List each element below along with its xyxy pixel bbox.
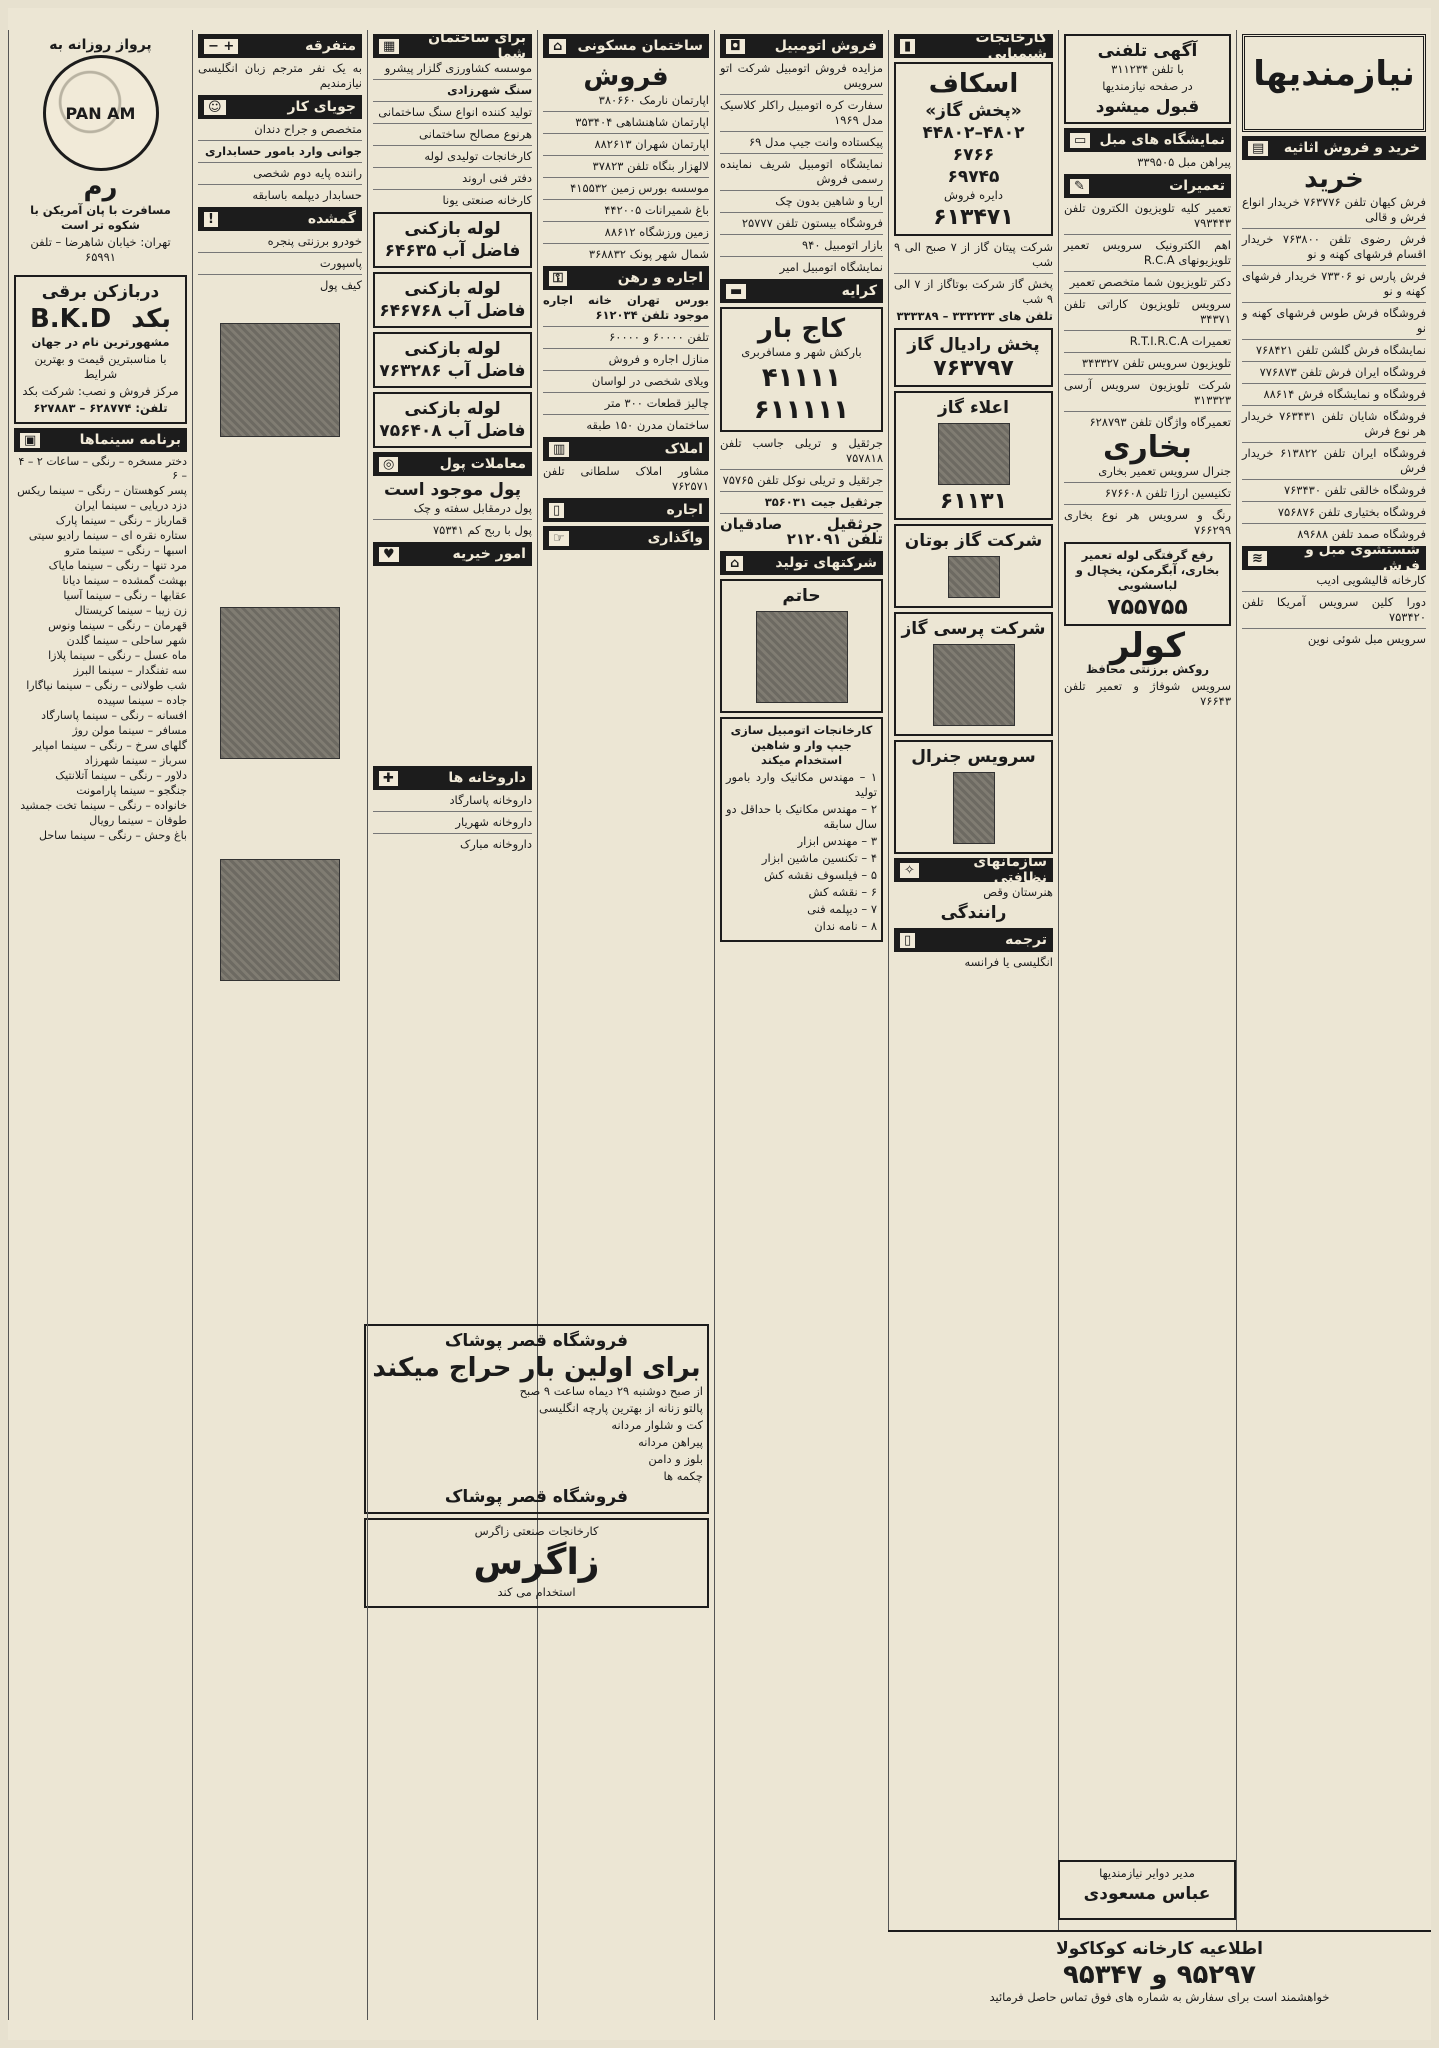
classified-ad: به یک نفر مترجم زبان انگلیسی نیازمندیم [198,61,362,90]
section-title: اجاره [666,502,703,518]
section-title: تعمیرات [1169,178,1225,194]
boutane-ad [894,524,1053,608]
page-title: نیازمندیها [1253,54,1415,94]
classified-ad: ویلای شخصی در لواسان [591,374,709,388]
section-pharmacy [373,766,532,790]
brand-logo-en: B.K.D [29,304,112,334]
buy-heading: خرید [1304,164,1364,194]
ad-text: دایره فروش [944,188,1003,202]
section-rent [543,498,709,522]
cinema-listing: بهشت گمشده – سینما دیانا [62,574,187,587]
classified-ad: بازار اتومبیل ۹۴۰ [802,238,883,252]
section-title: نمایشگاه های مبل [1099,132,1225,148]
brand-sub: «پخش گاز» [925,101,1022,121]
classified-ad: مزایده فروش اتومبیل شرکت اتو سرویس [720,61,883,90]
classified-ad: تلویزیون سرویس تلفن ۳۴۳۳۲۷ [1081,356,1231,370]
brand-name: اسکاف [928,69,1019,99]
section-translation [894,928,1053,952]
person-icon: ☺ [204,100,226,115]
car-icon: ◘ [726,39,745,54]
destination: رم [83,172,118,202]
section-realty [543,437,709,461]
job-item: ۸ – نامه ندان [814,919,877,933]
plumbing-ad [373,332,532,388]
cinema-listing: قهرمان – رنگی – سینما ونوس [48,619,187,632]
newspaper-page [8,8,1431,2040]
classified-ad: تلفن های ۳۳۳۲۳۳ – ۳۳۳۳۸۹ [896,309,1053,323]
column-gas [888,30,1058,2020]
parsi-gas-ad [894,612,1053,736]
section-chemicals [894,30,1053,62]
ad-phone: ۶۱۱۱۱۱ [753,395,850,425]
ad-title: کارخانجات اتومبیل سازی جیپ وار و شاهین استخدام میکند [730,723,873,767]
job-item: ۴ – تکنسین ماشین ابزار [761,851,877,865]
missing-person-photo [220,323,340,437]
ad-title: سرویس جنرال [911,747,1036,767]
classified-ad: فروشگاه فرش طوس فرشهای کهنه و نو [1242,306,1426,335]
sale-item: کت و شلوار مردانه [611,1418,703,1432]
cinema-listing: جنگجو – سینما پارامونت [76,784,187,797]
missing-person-photo [220,859,340,981]
section-title: گمشده [307,211,356,227]
classified-ad: پخش گاز شرکت بوتاگاز از ۷ الی ۹ شب [894,277,1053,306]
classified-ad: داروخانه مبارک [459,837,532,851]
building-icon: ▥ [549,442,569,457]
classified-ad: متخصص و جراح دندان [254,122,362,136]
section-transfer [543,526,709,550]
zagros-logo: زاگرس [473,1542,600,1583]
classified-ad: تعمیرات R.T.I.R.C.A [1129,334,1231,348]
job-item: ۵ – فیلسوف نقشه کش [763,868,877,882]
classified-ad: تعمیرگاه واژگان تلفن ۶۲۸۷۹۳ [1089,415,1231,429]
bottle-icon: ▮ [900,39,915,54]
classified-ad: لالهزار بنگاه تلفن ۳۷۸۲۳ [592,159,709,173]
driving-heading: رانندگی [940,903,1007,923]
pharmacy-icon: ✚ [379,771,398,786]
bkd-ad [14,275,187,424]
classified-ad: نمایشگاه فرش گلشن تلفن ۷۶۸۴۲۱ [1255,343,1426,357]
fridge-ad [1064,542,1231,626]
classified-ad: فروشگاه بیستون تلفن ۲۵۷۷۷ [741,216,883,230]
hatam-ad [720,579,883,713]
manager-title: مدیر دوایر نیازمندیها [1099,1866,1195,1880]
notice-title: اطلاعیه کارخانه کوکاکولا [1056,1939,1263,1959]
cooler-heading: کولر [1109,626,1185,666]
classified-ad: جرثقیل و تریلی جاسب تلفن ۷۵۷۸۱۸ [720,436,883,465]
notice-text: خواهشمند است برای سفارش به شماره های فوق تماس حاصل فرمائید [989,1990,1330,2004]
classified-ad: اپارتمان نارمک ۳۸۰۶۶۰ [598,93,709,107]
cinema-listing: دلاور – رنگی – سینما آتلانتیک [55,769,187,782]
cinema-listing: شهر ساحلی – سینما گلدن [66,634,187,647]
exclamation-icon: ! [204,212,218,227]
classified-ad: شرکت تلویزیون سرویس آرسی ۳۱۳۳۲۳ [1064,378,1231,407]
section-cleaning [894,854,1053,886]
ad-title: پرواز روزانه به [49,37,152,53]
ad-title: لوله بازکنی فاضل آب ۶۴۶۷۶۸ [379,279,526,321]
manager-box [1058,1860,1236,1920]
classified-ad: تولید کننده انواع سنگ ساختمانی [378,105,532,119]
cinema-listing: افسانه – رنگی – سینما پاسارگاد [41,709,187,722]
coin-icon: ◎ [379,457,398,472]
classified-ad: فروشگاه ایران تلفن ۶۱۳۸۲۲ خریدار فرش [1242,446,1426,475]
cinema-listing: قمارباز – رنگی – سینما پارک [55,514,187,527]
ad-text: مسافرت با پان آمریکن با شکوه تر است [30,203,171,232]
ad-footer: فروشگاه قصر پوشاک [444,1487,629,1507]
money-heading: پول موجود است [384,480,521,500]
classified-ad: فروشگاه و نمایشگاه فرش ۸۸۶۱۴ [1263,387,1426,401]
classified-ad: دفتر فنی اروند [462,171,532,185]
classified-ad: فروشگاه شایان تلفن ۷۶۳۴۳۱ خریدار هر نوع فرش [1242,409,1426,438]
plus-minus-icon: + − [204,39,238,54]
cinema-listing: شب طولانی – رنگی – سینما نیاگارا [26,679,187,692]
classified-ad: بورس تهران خانه اجاره موجود تلفن ۶۱۲۰۳۴ [543,293,709,322]
sale-heading: فروش [583,62,669,92]
classified-ad: تکنیسین ارزا تلفن ۶۷۶۶۰۸ [1104,486,1231,500]
cinema-listing: دختر مسخره – رنگی – ساعات ۲ – ۴ – ۶ [18,455,187,482]
section-lease [543,266,709,290]
sale-item: بلوز و دامن [648,1452,703,1466]
section-title: برای ساختمان شما [428,30,526,62]
ad-phone: ۶۱۳۴۷۱ [933,205,1014,230]
job-item: ۱ – مهندس مکانیک وارد بامور تولید [726,770,877,799]
classified-ad: مشاور املاک سلطانی تلفن ۷۶۲۵۷۱ [543,464,709,493]
section-buy-sell [1242,136,1426,160]
section-repairs [1064,174,1231,198]
ad-phone: ۷۵۵۷۵۵ [1107,595,1188,620]
classified-ad: اریا و شاهین بدون چک [775,194,883,208]
section-title: کارخانجات شیمیایی [975,30,1047,62]
section-furniture [1064,128,1231,152]
classified-ad: موسسه کشاورزی گلزار پیشرو [384,61,532,75]
section-money [373,452,532,476]
classified-ad: پول با ربح کم ۷۵۳۴۱ [432,523,532,537]
column-furniture-tv [1058,30,1236,2020]
rooster-illustration [756,611,848,703]
cinema-listing: دزد دریایی – سینما ایران [74,499,187,512]
ad-text: رفع گرفتگی لوله تعمیر بخاری، آبگرمکن، یخچال و لباسشویی [1075,548,1220,592]
wash-icon: ≋ [1248,551,1267,566]
classified-ad: منازل اجاره و فروش [608,352,709,366]
section-job-seekers [198,95,362,119]
classified-ad: فرش پارس نو ۷۳۳۰۶ خریدار فرشهای کهنه و نو [1242,269,1426,298]
job-item: ۲ – مهندس مکانیک با حداقل دو سال سابقه [726,802,877,831]
classified-ad: چالیز قطعات ۳۰۰ متر [604,396,709,410]
column-classifieds-rugs [1236,30,1431,2020]
truck-icon: ▬ [726,284,746,299]
coca-cola-notice [888,1930,1431,2040]
brand-text: PAN AM [65,103,136,123]
classified-ad: شرکت پیتان گاز از ۷ صبح الی ۹ شب [894,240,1053,269]
classified-ad: جرثقیل صادقیان تلفن ۲۱۲۰۹۱ [720,515,883,548]
classified-ad: جوانی وارد بامور حسابداری [205,144,362,158]
classified-ad: سرویس تلویزیون کاراتی تلفن ۳۴۳۷۱ [1064,297,1231,326]
phone-ad-box [1064,34,1231,124]
classified-ad: فروشگاه صمد تلفن ۸۹۶۸۸ [1297,527,1426,541]
askaf-ad [894,62,1053,236]
classified-ad: پیراهن مبل ۳۳۹۵۰۵ [1137,155,1231,169]
ad-phone: ۶۹۷۴۵ [947,167,1000,187]
cylinder-illustration [953,772,995,844]
classified-ad: کیف پول [319,278,362,292]
classified-ad: نمایشگاه اتومبیل شریف نماینده رسمی فروش [720,157,883,186]
cinema-listing: زن زیبا – سینما کریستال [74,604,187,617]
classified-ad: کارخانه قالیشویی ادیب [1316,573,1426,587]
plumbing-ad [373,272,532,328]
section-title: شستشوی مبل و فرش [1305,542,1420,574]
classified-ad: داروخانه پاسارگاد [449,793,532,807]
sale-item: پیراهن مردانه [638,1435,703,1449]
classified-ad: فرش رضوی تلفن ۷۶۳۸۰۰ خریدار اقسام فرشهای کهنه و نو [1242,232,1426,261]
section-rental [720,279,883,303]
box-line: با تلفن ۳۱۱۲۳۴ [1111,62,1184,76]
classified-ad: فروشگاه خالقی تلفن ۷۶۳۴۳۰ [1283,483,1426,497]
manager-name: عباس مسعودی [1083,1884,1211,1904]
ad-title: حاتم [782,586,821,606]
section-title: برنامه سینماها [79,432,181,448]
classified-ad: جرثقیل جیت ۳۵۶۰۳۱ [764,495,883,509]
classified-ad: سرویس شوفاژ و تعمیر تلفن ۷۶۶۴۳ [1064,679,1231,708]
classified-ad: پول درمقابل سفته و چک [413,501,532,515]
classified-ad: روکش برزنتی محافظ [1085,662,1210,676]
classified-ad: اپارتمان شاهنشاهی ۳۵۳۴۰۴ [575,115,709,129]
classified-ad: داروخانه شهریار [455,815,532,829]
classifieds-banner [1242,34,1426,132]
ad-title: کاج بار [757,314,846,344]
section-building [373,30,532,62]
cinema-listing: مرد تنها – رنگی – سینما مایاک [48,559,187,572]
classified-ad: خودرو برزنتی پنجره [267,234,362,248]
section-title: واگذاری [647,530,703,546]
sale-item: چکمه ها [663,1469,703,1483]
classified-ad: باغ شمیرانات ۴۴۲۰۰۵ [604,203,709,217]
classified-ad: رنگ و سرویس هر نوع بخاری ۷۶۶۲۹۹ [1064,508,1231,537]
cinema-listing: عقابها – رنگی – سینما آسیا [63,589,187,602]
cinema-listing: سرباز – سینما شهرزاد [84,754,187,767]
sale-item: پالتو زنانه از بهترین پارچه انگلیسی [539,1401,703,1415]
section-production [720,551,883,575]
section-charity [373,542,532,566]
sofa-icon: ▭ [1070,133,1090,148]
plumbing-ad [373,392,532,448]
brand-logo: بکد [131,304,172,334]
classified-ad: هنرستان وقص [983,885,1053,899]
cinema-listing: باغ وحش – رنگی – سینما ساحل [39,829,187,842]
ad-address: تهران: خیابان شاهرضا – تلفن ۶۵۹۹۱ [30,235,171,264]
parrot-illustration [933,644,1015,726]
classified-ad: پاسپورت [319,256,362,270]
door-icon: ▯ [549,503,564,518]
section-title: جویای کار [287,99,356,115]
cinema-listing: ماه عسل – رنگی – سینما پلازا [48,649,187,662]
classified-ad: موسسه بورس زمین ۴۱۵۵۳۲ [570,181,709,195]
ad-title: شرکت گاز بوتان [904,531,1043,551]
classified-ad: راننده پایه دوم شخصی [253,166,362,180]
classified-ad: کارخانه صنعتی یونا [442,193,532,207]
box-line: قبول میشود [1095,97,1200,117]
ad-title: اعلاء گاز [937,398,1009,418]
section-title: املاک [664,441,703,457]
ad-title: پخش رادیال گاز [907,335,1040,355]
pan-am-ad [14,34,187,271]
classified-ad: اپارتمان شهران ۸۸۲۶۱۳ [594,137,709,151]
section-title: خرید و فروش اثاثیه [1283,140,1420,156]
classified-ad: جنرال سرویس تعمیر بخاری [1098,464,1231,478]
gas-bottle-illustration [948,556,1000,598]
job-item: ۷ – دیپلمه فنی [807,902,877,916]
ad-phone: ۶۱۱۳۱ [939,489,1008,514]
column-building [367,30,537,2020]
ad-text: مرکز فروش و نصب: شرکت بکد [22,384,179,398]
cinema-listing: سه تفنگدار – سینما البرز [73,664,187,677]
cinema-listing: جاده – سینما سپیده [97,694,187,707]
classified-ad: پیکستاده وانت جیپ مدل ۶۹ [748,135,883,149]
section-cinema [14,428,187,452]
broom-icon: ✧ [900,863,919,878]
ad-title: لوله بازکنی فاضل آب ۷۶۳۲۸۶ [379,339,526,381]
cinema-listing: طوفان – سینما رویال [89,814,187,827]
job-item: ۶ – نقشه کش [808,885,877,899]
classified-ad: دورا کلین سرویس آمریکا تلفن ۷۵۳۴۲۰ [1242,595,1426,624]
film-icon: ▣ [20,433,40,448]
key-icon: ⚿ [549,271,567,286]
globe-logo-icon [43,55,159,171]
section-washing [1242,542,1426,574]
classified-ad: ساختمان مدرن ۱۵۰ طبقه [586,418,709,432]
ad-title: لوله بازکنی فاضل آب ۷۵۶۴۰۸ [379,399,526,441]
box-title: آگهی تلفنی [1097,41,1198,61]
section-title: متفرقه [305,38,356,54]
classified-ad: دکتر تلویزیون شما متخصص تعمیر [1069,275,1231,289]
notice-phones: ۹۵۲۹۷ و ۹۵۳۴۷ [1063,1960,1256,1990]
job-item: ۳ – مهندس ابزار [797,834,877,848]
section-housing [543,34,709,58]
section-title: شرکتهای تولید [775,555,877,571]
alaa-gas-ad [894,391,1053,520]
general-service-ad [894,740,1053,854]
ad-title: فروشگاه قصر پوشاک [444,1331,629,1351]
classified-ad: زمین ورزشگاه ۸۸۶۱۲ [604,225,709,239]
cinema-listing: پسر کوهستان – رنگی – سینما ریکس [17,484,187,497]
hand-icon: ☞ [549,531,569,546]
classified-ad: کارخانجات تولیدی لوله [424,149,532,163]
ad-title: شرکت پرسی گاز [901,619,1046,639]
column-cinema [8,30,192,2020]
ad-phone: ۴۸۰۲–۴۴۸۰۲ ۶۷۶۶ [922,123,1025,165]
section-title: فروش اتومبیل [774,38,877,54]
ad-phone: ۷۶۳۷۹۷ [933,356,1014,381]
heater-heading: بخاری [1103,430,1192,465]
ad-phone: ۴۱۱۱۱ [761,363,842,393]
ad-title: دربازکن برقی [41,282,160,302]
section-title: کرایه [841,283,877,299]
ad-title: لوله بازکنی فاضل آب ۶۴۶۳۵ [384,219,521,261]
section-lost [198,207,362,231]
column-misc [192,30,367,2020]
section-title: سازمانهای نظافتی [973,854,1047,886]
book-icon: ▯ [900,933,915,948]
plumbing-ad [373,212,532,268]
classified-ad: جرثقیل و تریلی نوکل تلفن ۷۵۷۶۵ [722,473,883,487]
kaj-bar-ad [720,307,883,432]
classified-ad: انگلیسی یا فرانسه [964,955,1053,969]
mascot-illustration [938,423,1010,485]
radial-gas-ad [894,328,1053,387]
classified-ad: نمایشگاه اتومبیل امیر [779,260,883,274]
brick-icon: ▦ [379,39,399,54]
cinema-listing: خانواده – رنگی – سینما تخت جمشید [20,799,187,812]
ad-text: مشهورترین نام در جهان [31,335,170,349]
section-title: ساختمان مسکونی [577,38,703,54]
section-title: ترجمه [1005,932,1047,948]
classified-ad: شمال شهر پونک ۳۶۸۸۳۲ [588,247,709,261]
section-title: اجاره و رهن [617,270,703,286]
classified-ad: هرنوع مصالح ساختمانی [419,127,532,141]
cinema-listing: گلهای سرخ – رنگی – سینما امپایر [32,739,187,752]
classified-ad: فروشگاه بختیاری تلفن ۷۵۶۸۷۶ [1277,505,1426,519]
ad-headline: برای اولین بار حراج میکند [372,1353,701,1383]
furniture-icon: ▤ [1248,141,1268,156]
section-title: داروخانه ها [448,770,526,786]
ad-text: استخدام می کند [497,1585,576,1599]
classified-ad: فرش کیهان تلفن ۷۶۳۷۷۶ خریدار انواع فرش و قالی [1242,195,1426,224]
ad-text: با مناسبترین قیمت و بهترین شرایط [34,352,167,381]
cinema-listing: اسبها – رنگی – سینما مترو [64,544,187,557]
classified-ad: حسابدار دیپلمه باسابقه [252,188,362,202]
box-line: در صفحه نیازمندیها [1102,79,1193,93]
missing-person-photo [220,607,340,759]
cinema-listing: مسافر – سینما مولن روژ [72,724,187,737]
section-title: معاملات پول [439,456,526,472]
sale-item: از صبح دوشنبه ۲۹ دیماه ساعت ۹ صبح [519,1384,703,1398]
jeep-jobs-ad [720,717,883,942]
cinema-listing: ستاره نقره ای – سینما رادیو سیتی [28,529,187,542]
classified-ad: تعمیر کلیه تلویزیون الکترون تلفن ۷۹۳۴۴۳ [1064,201,1231,230]
classified-ad: سرویس مبل شوئی نوین [1307,632,1426,646]
section-title: امور خیریه [452,546,526,562]
ad-text: بارکش شهر و مسافربری [741,345,862,359]
classified-ad: سنگ شهرزادی [447,83,532,97]
classified-ad: سفارت کره اتومبیل راکلر کلاسیک مدل ۱۹۶۹ [720,98,883,127]
house-icon: ⌂ [549,39,566,54]
ad-phone: تلفن: ۶۲۸۷۷۴ – ۶۲۷۸۸۳ [33,401,168,415]
classified-ad: فروشگاه ایران فرش تلفن ۷۷۶۸۷۳ [1259,365,1426,379]
section-car-sales [720,34,883,58]
column-cars [714,30,888,2020]
heart-icon: ♥ [379,547,399,562]
wrench-icon: ✎ [1070,179,1089,194]
ad-title: کارخانجات صنعتی زاگرس [474,1524,599,1538]
section-misc [198,34,362,58]
classified-ad: اهم الکترونیک سرویس تعمیر تلویزیونهای R.C.A [1064,238,1231,267]
factory-icon: ⌂ [726,556,743,571]
classified-ad: تلفن ۶۰۰۰۰ و ۶۰۰۰۰ [609,330,709,344]
